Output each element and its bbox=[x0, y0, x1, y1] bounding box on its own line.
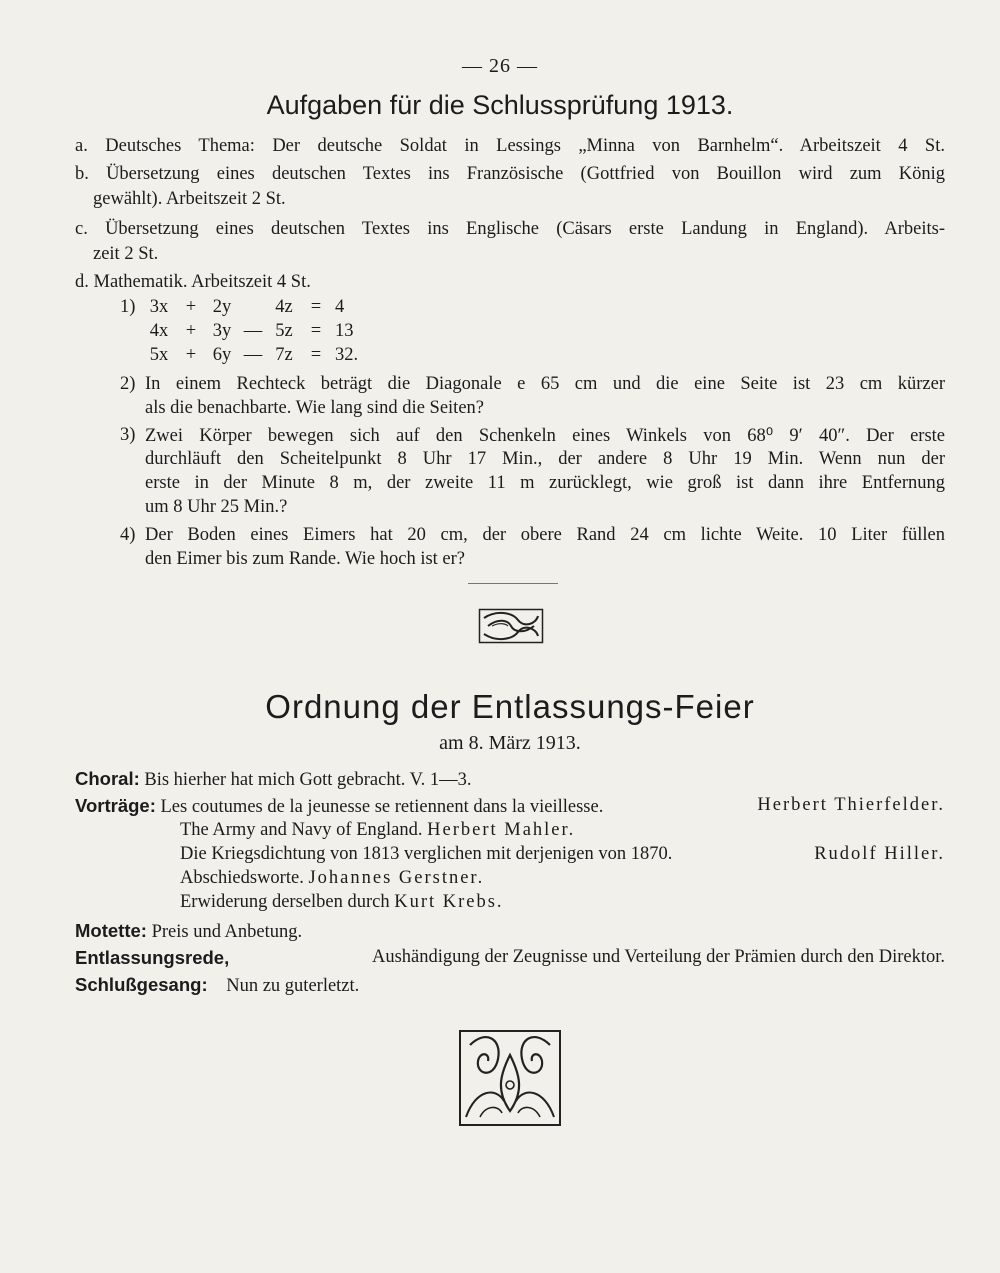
vortrag-2-name: Herbert Mahler. bbox=[427, 820, 576, 840]
eq-op: + bbox=[185, 321, 197, 341]
schluss-text: Nun zu guterletzt. bbox=[226, 976, 360, 996]
eq-term: 2y bbox=[212, 297, 232, 317]
task-a: a. Deutsches Thema: Der deutsche Soldat in Lessings „Minna von Barnhelm“. Arbeitszeit 4 St. bbox=[75, 136, 945, 156]
task-c-line2: zeit 2 St. bbox=[93, 244, 159, 264]
eq-op: + bbox=[185, 345, 197, 365]
eq-term: 3y bbox=[212, 321, 232, 341]
problem-3-line4: um 8 Uhr 25 Min.? bbox=[145, 497, 288, 517]
equation-3 bbox=[145, 345, 369, 366]
choral-label: Choral: bbox=[75, 768, 140, 789]
problem-2-line1: In einem Rechteck beträgt die Diagonale e 65 cm und die eine Seite ist 23 cm kürzer bbox=[145, 374, 945, 394]
motette-text: Preis und Anbetung. bbox=[151, 922, 303, 942]
task-c-line1: c. Übersetzung eines deutschen Textes ins Englische (Cäsars erste Landung in England). Arbeits- bbox=[75, 219, 945, 239]
vortrag-row-4 bbox=[180, 868, 484, 889]
schluss-row bbox=[75, 974, 359, 997]
eq-term: 3x bbox=[149, 297, 169, 317]
rede-text: Aushändigung der Zeugnisse und Verteilung der Prämien durch den Direktor. bbox=[371, 947, 945, 967]
rede-row bbox=[75, 947, 945, 969]
vortraege-label: Vorträge: bbox=[75, 795, 156, 816]
eq-term: 13 bbox=[335, 321, 354, 341]
task-b-line2: gewählt). Arbeitszeit 2 St. bbox=[93, 189, 286, 209]
vortrag-4-text: Abschiedsworte. bbox=[180, 868, 304, 888]
eq-term: 5z bbox=[275, 321, 293, 341]
motette-label: Motette: bbox=[75, 920, 147, 941]
eq-term: 32. bbox=[335, 345, 359, 365]
ceremony-date: am 8. März 1913. bbox=[439, 732, 581, 754]
eq-op: — bbox=[243, 345, 263, 365]
task-b-line1: b. Übersetzung eines deutschen Textes ins Französische (Gottfried von Bouillon wird zum König bbox=[75, 164, 945, 184]
eq-op: = bbox=[310, 321, 322, 341]
motette-row bbox=[75, 920, 302, 943]
vortrag-row-2 bbox=[180, 820, 575, 841]
eq-term: 6y bbox=[212, 345, 232, 365]
eq-op: — bbox=[243, 321, 263, 341]
rede-label: Entlassungsrede, bbox=[75, 947, 230, 968]
problem-4-line2: den Eimer bis zum Rande. Wie hoch ist er? bbox=[145, 549, 466, 569]
vortrag-3-text: Die Kriegsdichtung von 1813 verglichen mit derjenigen von 1870. bbox=[180, 844, 673, 864]
problem-4-line1: Der Boden eines Eimers hat 20 cm, der obere Rand 24 cm lichte Weite. 10 Liter füllen bbox=[145, 525, 945, 545]
problem-3-line2: durchläuft den Scheitelpunkt 8 Uhr 17 Min., der andere 8 Uhr 19 Min. Wenn nun der bbox=[145, 449, 945, 469]
page-number: — 26 — bbox=[462, 55, 538, 77]
problem-2-line2: als die benachbarte. Wie lang sind die Seiten? bbox=[145, 398, 484, 418]
vortrag-1-text: Les coutumes de la jeunesse se retiennent dans la vieillesse. bbox=[160, 797, 604, 817]
small-ornament-icon bbox=[478, 608, 544, 644]
problem-4-number: 4) bbox=[120, 525, 136, 545]
eq-op: = bbox=[310, 297, 322, 317]
large-ornament-icon bbox=[450, 1025, 570, 1131]
choral-row bbox=[75, 768, 472, 791]
problem-1-number: 1) bbox=[120, 297, 136, 317]
vortrag-row-3 bbox=[180, 844, 945, 865]
eq-term: 4z bbox=[275, 297, 293, 317]
problem-3-number: 3) bbox=[120, 425, 136, 445]
schluss-label: Schlußgesang: bbox=[75, 974, 208, 995]
eq-term: 5x bbox=[149, 345, 169, 365]
eq-op: = bbox=[310, 345, 322, 365]
eq-term: 4 bbox=[335, 297, 345, 317]
ceremony-title: Ordnung der Entlassungs-Feier bbox=[265, 688, 755, 725]
problem-2-number: 2) bbox=[120, 374, 136, 394]
eq-op: + bbox=[185, 297, 197, 317]
section-divider bbox=[468, 583, 558, 584]
vortrag-5-name: Kurt Krebs. bbox=[394, 892, 504, 912]
vortrag-4-name: Johannes Gerstner. bbox=[308, 868, 485, 888]
equation-2 bbox=[145, 321, 365, 342]
vortrag-2-text: The Army and Navy of England. bbox=[180, 820, 423, 840]
problem-3-line1: Zwei Körper bewegen sich auf den Schenkeln eines Winkels von 68⁰ 9′ 40″. Der erste bbox=[145, 426, 945, 446]
vortrag-row-1 bbox=[75, 795, 945, 818]
problem-3-line3: erste in der Minute 8 m, der zweite 11 m zurücklegt, wie groß ist dann ihre Entfernung bbox=[145, 473, 945, 493]
vortrag-3-name: Rudolf Hiller. bbox=[814, 844, 945, 864]
task-d: d. Mathematik. Arbeitszeit 4 St. bbox=[75, 272, 311, 292]
eq-term: 4x bbox=[149, 321, 169, 341]
vortrag-5-text: Erwiderung derselben durch bbox=[180, 892, 390, 912]
eq-term: 7z bbox=[275, 345, 293, 365]
vortrag-row-5 bbox=[180, 892, 504, 913]
equation-1 bbox=[145, 297, 365, 318]
vortrag-1-name: Herbert Thierfelder. bbox=[757, 795, 945, 815]
choral-text: Bis hierher hat mich Gott gebracht. V. 1—3. bbox=[144, 770, 472, 790]
exam-title: Aufgaben für die Schlussprüfung 1913. bbox=[266, 90, 734, 120]
